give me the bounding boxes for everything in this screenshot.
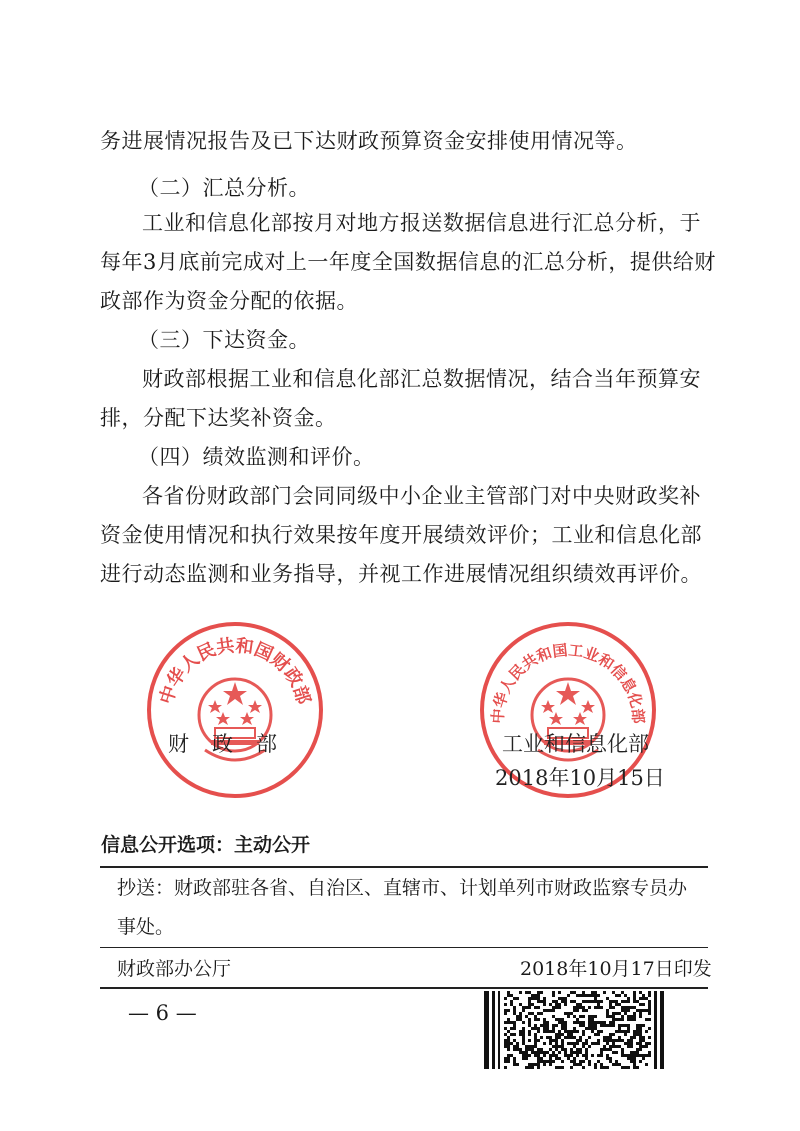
cc-line-1: 抄送：财政部驻各省、自治区、直辖市、计划单列市财政监察专员办 — [117, 877, 688, 899]
print-date: 2018年10月17日印发 — [520, 958, 712, 980]
section-heading-3: （三）下达资金。 — [138, 328, 310, 352]
paragraph-line: 各省份财政部门会同同级中小企业主管部门对中央财政奖补 — [142, 484, 701, 508]
paragraph-line: 工业和信息化部按月对地方报送数据信息进行汇总分析，于 — [142, 211, 701, 235]
signature-right-org: 工业和信息化部 — [502, 732, 649, 756]
paragraph-line: 进行动态监测和业务指导，并视工作进展情况组织绩效再评价。 — [100, 562, 702, 586]
section-heading-2: （二）汇总分析。 — [138, 176, 310, 200]
paragraph-line: 政部作为资金分配的依据。 — [100, 289, 358, 313]
issuing-office: 财政部办公厅 — [117, 958, 232, 980]
paragraph-continuation: 务进展情况报告及已下达财政预算资金安排使用情况等。 — [100, 129, 638, 153]
paragraph-line: 资金使用情况和执行效果按年度开展绩效评价；工业和信息化部 — [100, 523, 702, 547]
footer-rule-bottom — [100, 987, 708, 989]
barcode — [484, 991, 664, 1069]
barcode-graphic — [484, 991, 664, 1069]
seal-left-graphic — [145, 620, 325, 800]
page-number: — 6 — — [128, 1001, 197, 1025]
section-heading-4: （四）绩效监测和评价。 — [138, 445, 375, 469]
seal-left-ring-text: 中华人民共和国财政部 — [155, 635, 315, 707]
paragraph-line: 财政部根据工业和信息化部汇总数据情况，结合当年预算安 — [142, 367, 701, 391]
ministry-of-finance-seal — [145, 620, 325, 800]
disclosure-option: 信息公开选项：主动公开 — [101, 834, 311, 856]
signature-date: 2018年10月15日 — [495, 766, 665, 790]
paragraph-line: 排，分配下达奖补资金。 — [100, 406, 337, 430]
signature-left-org: 财 政 部 — [168, 732, 278, 756]
footer-rule-top — [100, 866, 708, 868]
cc-line-2: 事处。 — [117, 916, 175, 938]
footer-rule-middle — [100, 947, 708, 948]
paragraph-line: 每年3月底前完成对上一年度全国数据信息的汇总分析，提供给财 — [100, 250, 716, 274]
seal-right-ring-text: 中华人民共和国工业和信息化部 — [488, 641, 648, 725]
